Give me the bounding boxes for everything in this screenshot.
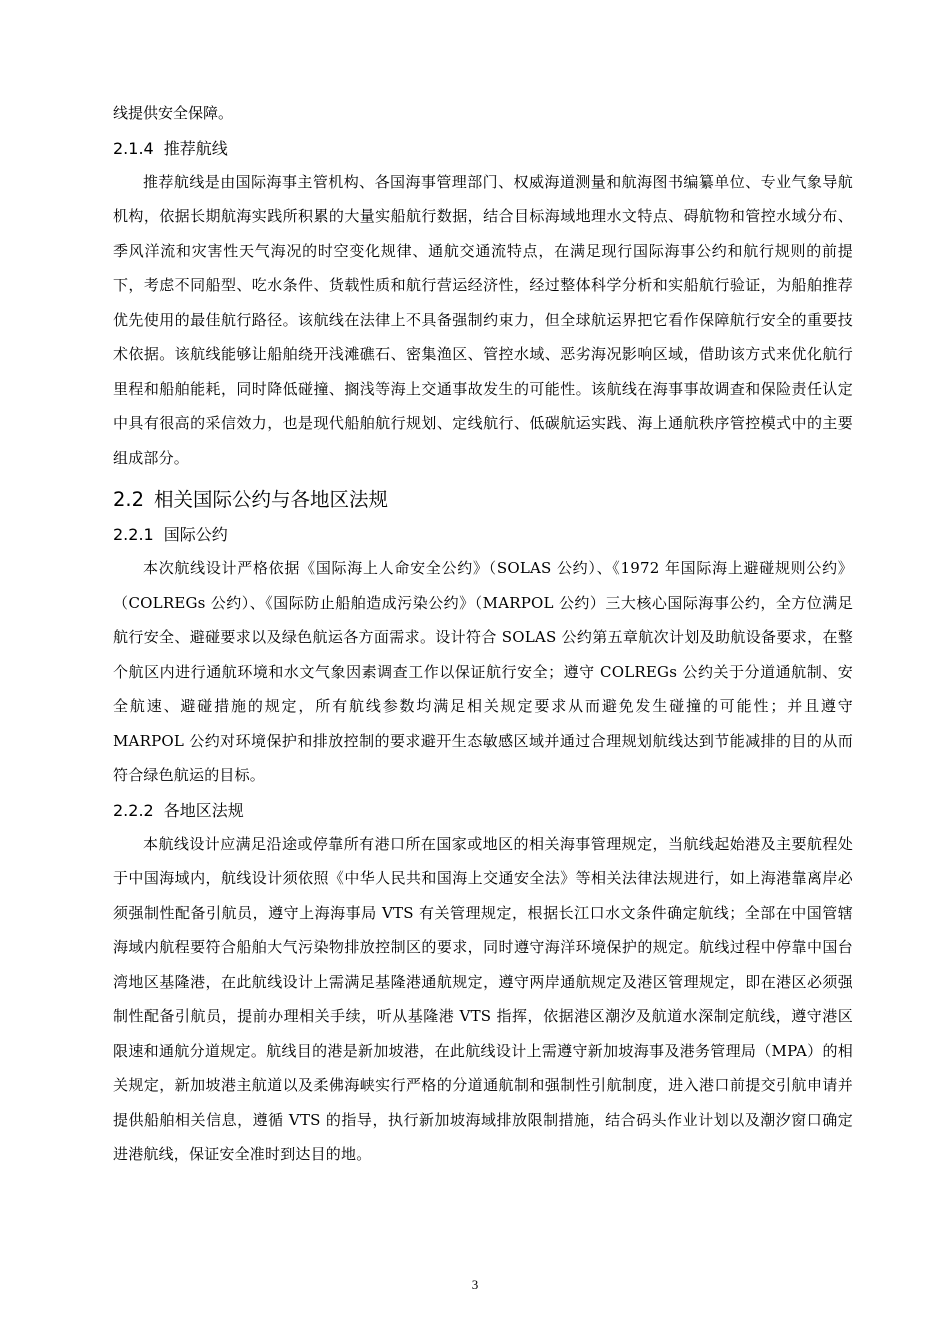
section-heading-2-2: [113, 483, 853, 517]
section-title: 国际公约: [163, 525, 228, 544]
paragraph-recommended-route: 推荐航线是由国际海事主管机构、各国海事管理部门、权威海道测量和航海图书编纂单位、专业气象导航机构，依据长期航海实践所积累的大量实船航行数据，结合目标海域地理水文特点、碍航物和管控水域分布、季风洋流和灾害性天气海况的时空变化规律、通航交通流特点，在满足现行国际海事公约和航行规则的前提下，考虑不同船型、吃水条件、货载性质和航行营运经济性，经过整体科学分析和实船航行验证，为船舶推荐优先使用的最佳航行路径。该航线在法律上不具备强制约束力，但全球航运界把它看作保障航行安全的重要技术依据。该航线能够让船舶绕开浅滩礁石、密集渔区、管控水域、恶劣海况影响区域，借助该方式来优化航行里程和船舶能耗，同时降低碰撞、搁浅等海上交通事故发生的可能性。该航线在海事事故调查和保险责任认定中具有很高的采信效力，也是现代船舶航行规划、定线航行、低碳航运实践、海上通航秩序管控模式中的主要组成部分。: [113, 172, 853, 467]
paragraph-international-conventions: 本次航线设计严格依据《国际海上人命安全公约》（SOLAS 公约）、《1972 年国际海上避碰规则公约》（COLREGs 公约）、《国际防止船舶造成污染公约》（MARPOL 公约）三大核心国际海事公约，全方位满足航行安全、避碰要求以及绿色航运各方面需求。设计符合 SOLAS 公约第五章航次计划及助航设备要求，在整个航区内进行通航环境和水文气象因素调查工作以保证航行安全；遵守 COLREGs 公约关于分道通航制、安全航速、避碰措施的规定，所有航线参数均满足相关规定要求从而避免发生碰撞的可能性；并且遵守 MARPOL 公约对环境保护和排放控制的要求避开生态敏感区域并通过合理规划航线达到节能减排的目的从而符合绿色航运的目标。: [113, 559, 853, 784]
section-title: 推荐航线: [163, 138, 228, 158]
page-number: 3: [471, 1277, 479, 1292]
document-page: [113, 96, 853, 1172]
paragraph-regional-regulations: 本航线设计应满足沿途或停靠所有港口所在国家或地区的相关海事管理规定，当航线起始港及主要航程处于中国海域内，航线设计须依照《中华人民共和国海上交通安全法》等相关法律法规进行，如上海港靠离岸必须强制性配备引航员，遵守上海海事局 VTS 有关管理规定，根据长江口水文条件确定航线；全部在中国管辖海域内航程要符合船舶大气污染物排放控制区的要求，同时遵守海洋环境保护的规定。航线过程中停靠中国台湾地区基隆港，在此航线设计上需满足基隆港通航规定，遵守两岸通航规定及港区管理规定，即在港区必须强制性配备引航员，提前办理相关手续，听从基隆港 VTS 指挥，依据港区潮汐及航道水深制定航线，遵守港区限速和通航分道规定。航线目的港是新加坡港，在此航线设计上需遵守新加坡海事及港务管理局（MPA）的相关规定，新加坡港主航道以及柔佛海峡实行严格的分道通航制和强制性引航制度，进入港口前提交引航申请并提供船舶相关信息，遵循 VTS 的指导，执行新加坡海域排放限制措施，结合码头作业计划以及潮汐窗口确定进港航线，保证安全准时到达目的地。: [113, 834, 853, 1163]
section-heading-2-1-4: [113, 135, 853, 163]
section-number: 2.2.2: [113, 800, 154, 820]
section-number: 2.1.4: [113, 138, 154, 158]
section-heading-2-2-2: [113, 797, 853, 825]
section-title: 相关国际公约与各地区法规: [154, 488, 389, 511]
section-heading-2-2-1: [113, 521, 853, 549]
section-number: 2.2.1: [113, 525, 154, 544]
continued-paragraph: 线提供安全保障。: [113, 104, 234, 122]
section-number: 2.2: [113, 488, 145, 511]
section-title: 各地区法规: [163, 800, 244, 820]
